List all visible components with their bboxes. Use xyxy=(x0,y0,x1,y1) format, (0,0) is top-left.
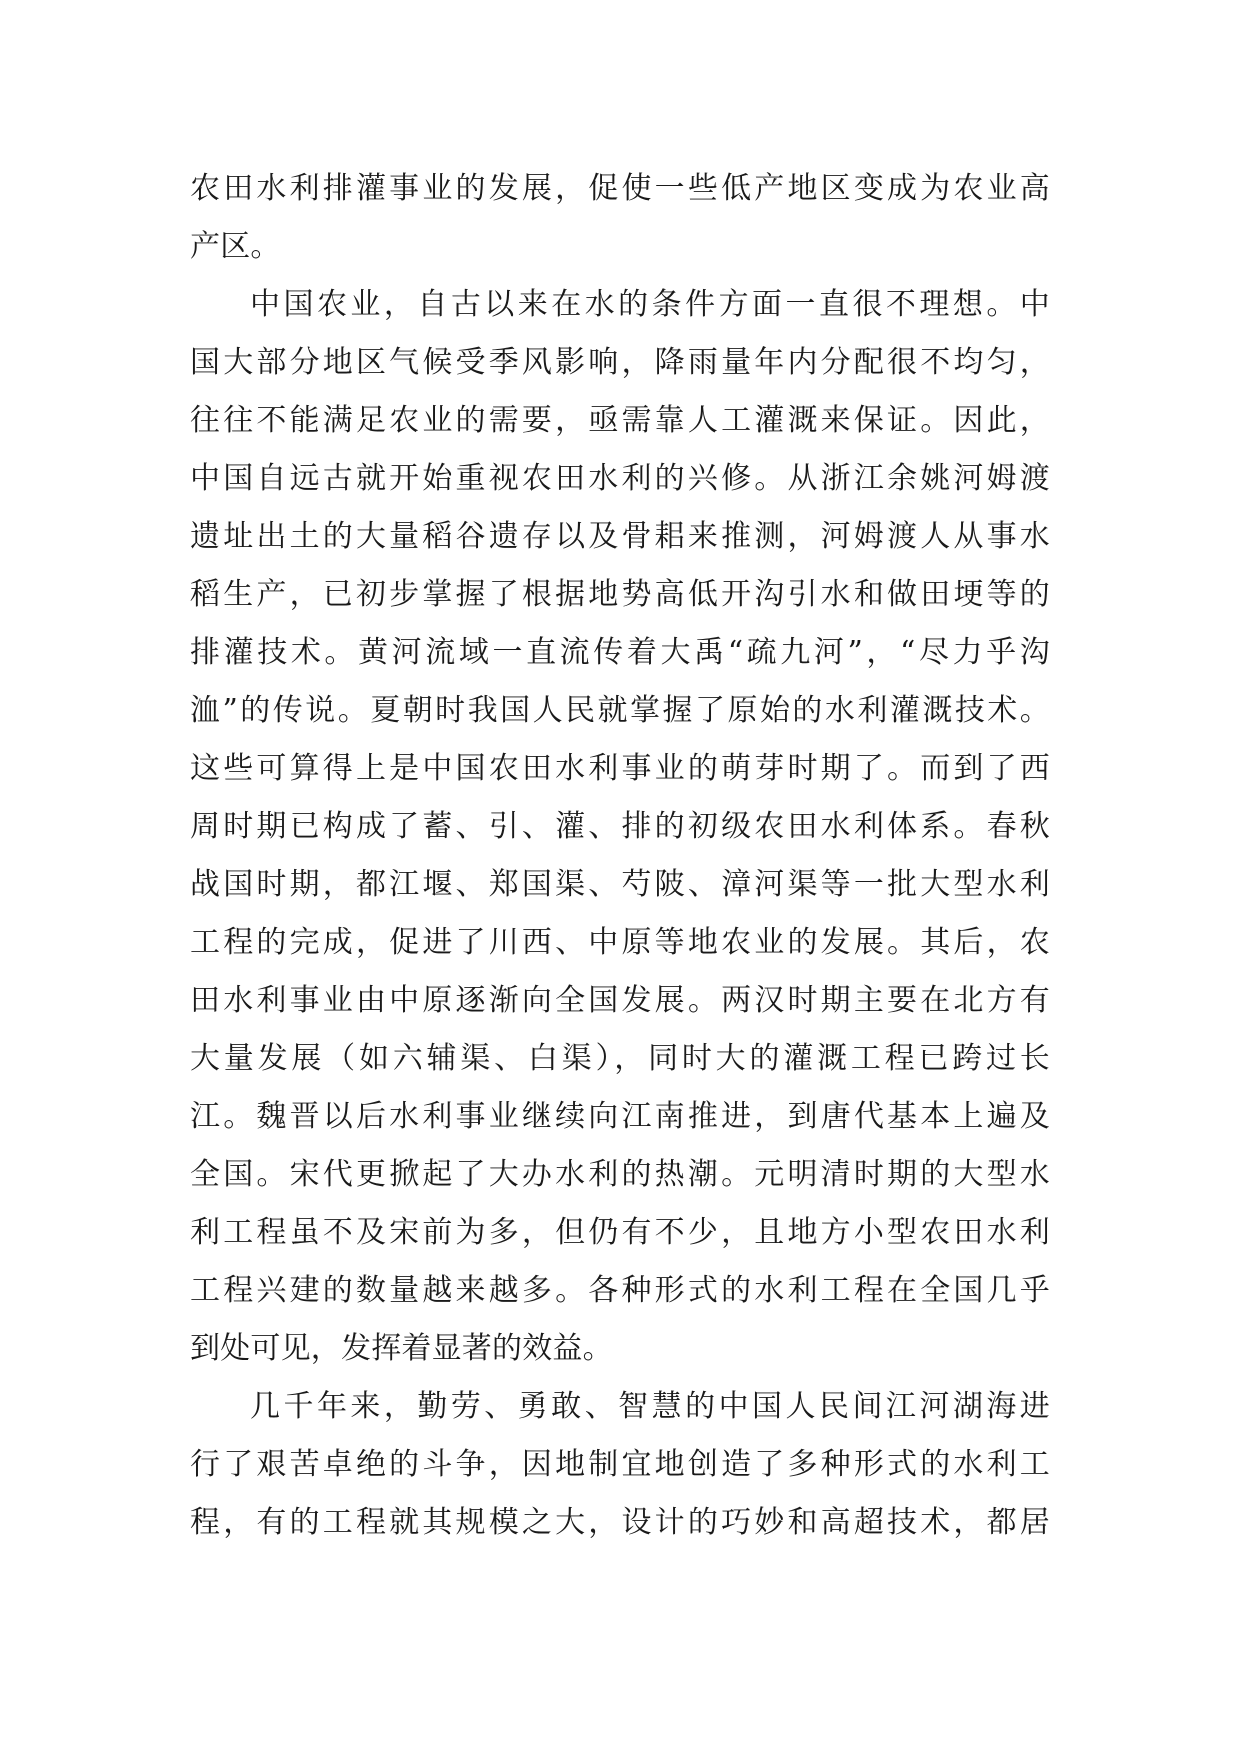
text-line: 到处可见，发挥着显著的效益。 xyxy=(190,1331,613,1366)
text-line: 遗址出土的大量稻谷遗存以及骨耜来推测，河姆渡人从事水 xyxy=(190,519,1050,554)
body-text xyxy=(190,160,1050,1552)
text-line: 这些可算得上是中国农田水利事业的萌芽时期了。而到了西 xyxy=(190,751,1050,786)
text-line: 中国自远古就开始重视农田水利的兴修。从浙江余姚河姆渡 xyxy=(190,461,1050,496)
text-line: 农田水利排灌事业的发展，促使一些低产地区变成为农业高 xyxy=(190,171,1050,206)
text-line: 战国时期，都江堰、郑国渠、芍陂、漳河渠等一批大型水利 xyxy=(190,867,1050,902)
text-line: 田水利事业由中原逐渐向全国发展。两汉时期主要在北方有 xyxy=(190,983,1050,1018)
text-line: 周时期已构成了蓄、引、灌、排的初级农田水利体系。春秋 xyxy=(190,809,1050,844)
text-line: 程，有的工程就其规模之大，设计的巧妙和高超技术，都居 xyxy=(190,1505,1050,1540)
text-line: 利工程虽不及宋前为多，但仍有不少，且地方小型农田水利 xyxy=(190,1215,1050,1250)
text-line: 江。魏晋以后水利事业继续向江南推进，到唐代基本上遍及 xyxy=(190,1099,1050,1134)
text-line: 工程的完成，促进了川西、中原等地农业的发展。其后，农 xyxy=(190,925,1050,960)
text-line: 全国。宋代更掀起了大办水利的热潮。元明清时期的大型水 xyxy=(190,1157,1050,1192)
paragraph-start-line: 几千年来，勤劳、勇敢、智慧的中国人民间江河湖海进 xyxy=(250,1389,1050,1424)
text-line: 行了艰苦卓绝的斗争，因地制宜地创造了多种形式的水利工 xyxy=(190,1447,1050,1482)
text-line: 往往不能满足农业的需要，亟需靠人工灌溉来保证。因此， xyxy=(190,403,1050,438)
text-line: 稻生产，已初步掌握了根据地势高低开沟引水和做田埂等的 xyxy=(190,577,1050,612)
text-line: 排灌技术。黄河流域一直流传着大禹“疏九河”，“尽力乎沟 xyxy=(190,635,1050,670)
text-line: 国大部分地区气候受季风影响，降雨量年内分配很不均匀， xyxy=(190,345,1050,380)
paragraph-start-line: 中国农业，自古以来在水的条件方面一直很不理想。中 xyxy=(250,287,1050,322)
text-line: 洫”的传说。夏朝时我国人民就掌握了原始的水利灌溉技术。 xyxy=(190,693,1050,728)
text-line: 大量发展（如六辅渠、白渠），同时大的灌溉工程已跨过长 xyxy=(190,1041,1050,1076)
text-line: 工程兴建的数量越来越多。各种形式的水利工程在全国几乎 xyxy=(190,1273,1050,1308)
text-line: 产区。 xyxy=(190,229,281,264)
